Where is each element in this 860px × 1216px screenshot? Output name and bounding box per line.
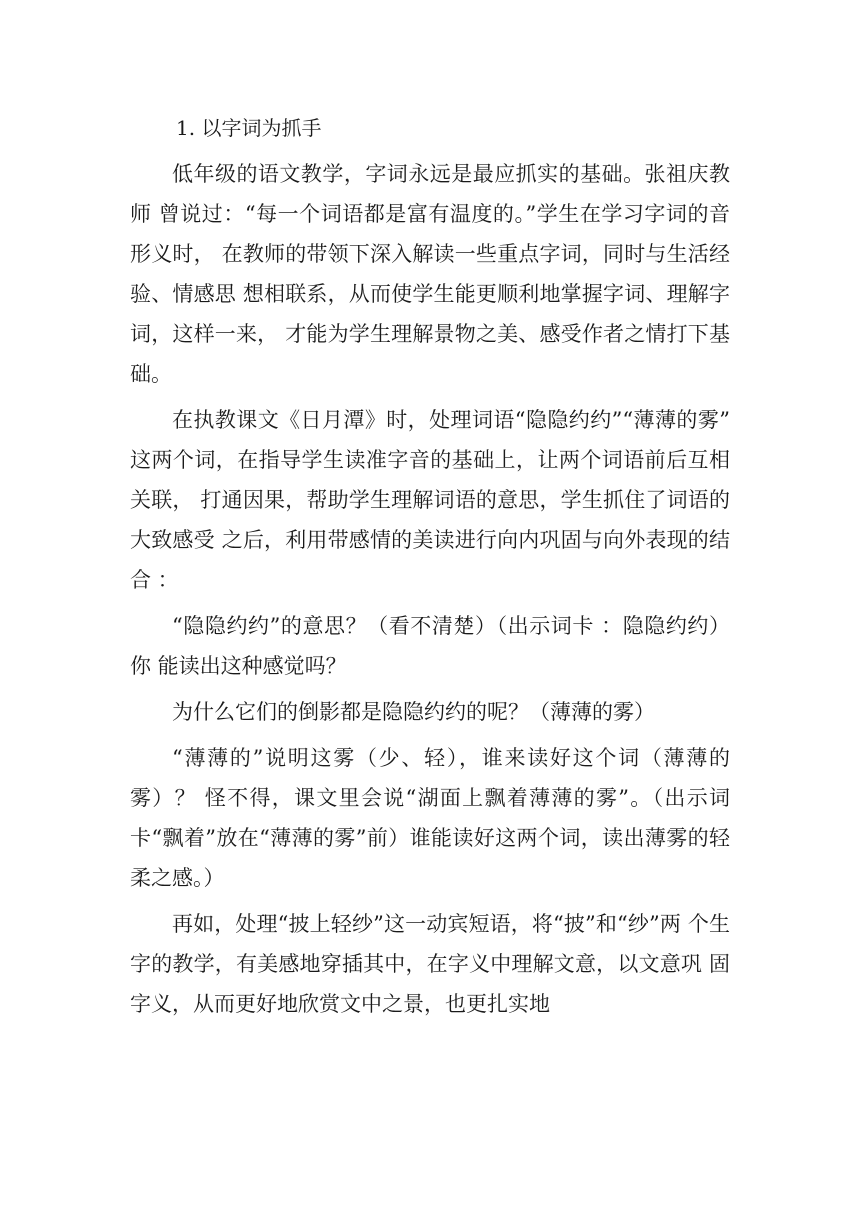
paragraph-3: “隐隐约约”的意思？（看不清楚）（出示词卡 ：隐隐约约）你 能读出这种感觉吗？	[130, 614, 730, 678]
paragraph-5: “薄薄的”说明这雾（少、轻），谁来读好这个词（薄薄的雾）？ 怪不得，课文里会说“湖面上飘着薄薄的雾”。（出示词卡“飘着”放在“薄薄的雾”前）谁能读好这两个词，读出薄雾的轻柔之感。）	[130, 746, 730, 890]
section-heading: 1. 以字词为抓手	[176, 116, 322, 140]
paragraph-4: 为什么它们的倒影都是隐隐约约的呢？（薄薄的雾）	[172, 700, 655, 724]
document-page	[130, 108, 730, 1024]
paragraph-2: 在执教课文《日月潭》时，处理词语“隐隐约约”“薄薄的雾” 这两个词，在指导学生读准字音的基础上，让两个词语前后互相关联， 打通因果，帮助学生理解词语的意思，学生抓住了词语的大致感受 之后，利用带感情的美读进行向内巩固与向外表现的结合 ：	[130, 408, 730, 592]
paragraph-1: 低年级的语文教学，字词永远是最应抓实的基础。张祖庆教师 曾说过：“每一个词语都是富有温度的。”学生在学习字词的音形义时， 在教师的带领下深入解读一些重点字词，同时与生活经验、情感思 想相联系，从而使学生能更顺利地掌握字词、理解字词，这样一来， 才能为学生理解景物之美、感受作者之情打下基础。	[130, 162, 730, 386]
paragraph-6: 再如，处理“披上轻纱”这一动宾短语，将“披”和“纱”两 个生字的教学，有美感地穿插其中，在字义中理解文意，以文意巩 固字义，从而更好地欣赏文中之景，也更扎实地	[130, 912, 730, 1016]
